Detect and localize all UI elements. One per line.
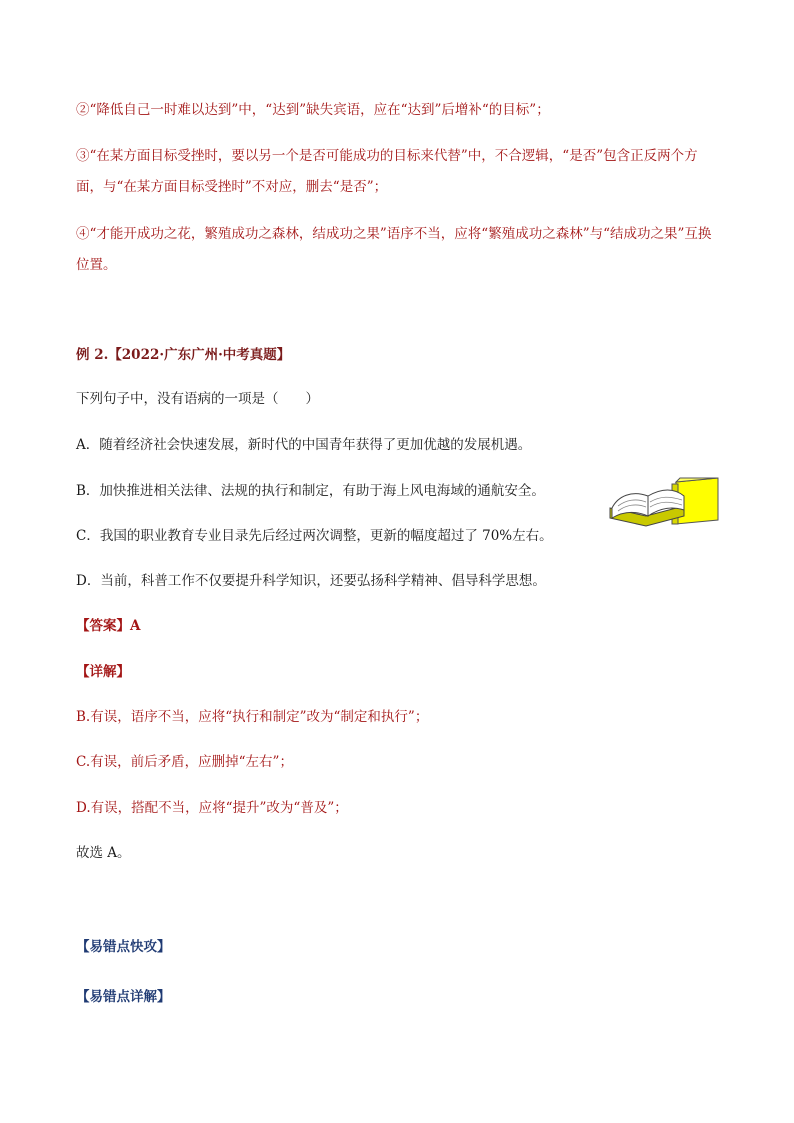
note-3-line2: 面，与“在某方面目标受挫时”不对应，删去“是否”； — [76, 179, 388, 195]
detail-c: C.有误，前后矛盾，应删掉“左右”； — [76, 754, 293, 770]
note-4-line1: ④“才能开成功之花，繁殖成功之森林，结成功之果”语序不当，应将“繁殖成功之森林”与“结成功之果”互换 — [76, 226, 712, 242]
example-heading: 例 2.【2022·广东广州·中考真题】 — [76, 347, 291, 363]
detail-label: 【详解】 — [76, 664, 130, 680]
note-2: ②“降低自己一时难以达到”中，“达到”缺失宾语，应在“达到”后增补“的目标”； — [76, 102, 550, 118]
conclusion: 故选 A。 — [76, 845, 131, 861]
open-book-icon — [606, 476, 722, 532]
section-quick-heading: 【易错点快攻】 — [76, 939, 171, 955]
detail-b: B.有误，语序不当，应将“执行和制定”改为“制定和执行”； — [76, 709, 429, 725]
section-detail-heading: 【易错点详解】 — [76, 989, 171, 1005]
note-3-line1: ③“在某方面目标受挫时，要以另一个是否可能成功的目标来代替”中，不合逻辑，“是否”包含正反两个方 — [76, 148, 698, 164]
option-c: C．我国的职业教育专业目录先后经过两次调整，更新的幅度超过了 70%左右。 — [76, 528, 553, 544]
detail-d: D.有误，搭配不当，应将“提升”改为“普及”； — [76, 800, 348, 816]
option-b: B．加快推进相关法律、法规的执行和制定，有助于海上风电海域的通航安全。 — [76, 483, 545, 499]
answer-label: 【答案】A — [76, 618, 141, 634]
option-d: D．当前，科普工作不仅要提升科学知识，还要弘扬科学精神、倡导科学思想。 — [76, 573, 546, 589]
option-a: A．随着经济社会快速发展，新时代的中国青年获得了更加优越的发展机遇。 — [76, 437, 532, 453]
note-4-line2: 位置。 — [76, 257, 117, 273]
question-stem: 下列句子中，没有语病的一项是（ ） — [76, 391, 319, 407]
